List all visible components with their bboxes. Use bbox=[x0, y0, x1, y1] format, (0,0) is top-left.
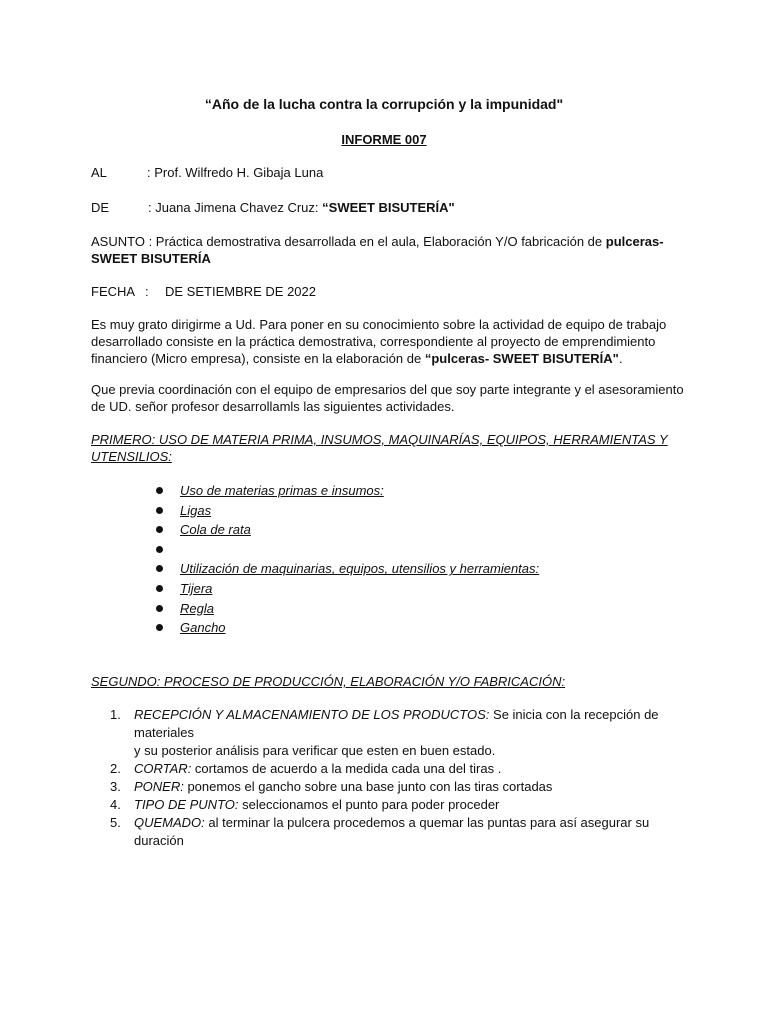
list-item bbox=[156, 540, 716, 560]
section-primero-heading bbox=[91, 431, 711, 465]
step-number: 3. bbox=[110, 779, 121, 794]
paragraph-1 bbox=[91, 316, 711, 367]
list-item: Ligas bbox=[156, 501, 716, 521]
fecha-label: FECHA bbox=[91, 284, 136, 299]
list-item: Gancho bbox=[156, 618, 716, 638]
step-text-continued: y su posterior análisis para verificar que esten en buen estado. bbox=[134, 743, 496, 758]
section-segundo-heading: SEGUNDO: PROCESO DE PRODUCCIÓN, ELABORACIÓN Y/O FABRICACIÓN: bbox=[91, 674, 566, 689]
asunto-line-2: SWEET BISUTERÍA bbox=[91, 251, 211, 266]
de-label: DE bbox=[91, 200, 110, 215]
bullet-icon bbox=[156, 507, 163, 514]
step-number: 2. bbox=[110, 761, 121, 776]
de-value-bold: “SWEET BISUTERÍA" bbox=[322, 200, 455, 215]
bullet-icon bbox=[156, 585, 163, 592]
step-text: cortamos de acuerdo a la medida cada una del tiras . bbox=[191, 761, 502, 776]
document-title: “Año de la lucha contra la corrupción y la impunidad" bbox=[204, 96, 564, 112]
list-item bbox=[110, 760, 710, 778]
de-value-plain: : Juana Jimena Chavez Cruz: bbox=[148, 200, 319, 215]
step-heading: QUEMADO: bbox=[134, 815, 205, 830]
step-number: 4. bbox=[110, 797, 121, 812]
report-number: INFORME 007 bbox=[341, 132, 427, 147]
al-value: : Prof. Wilfredo H. Gibaja Luna bbox=[147, 165, 324, 180]
step-text: ponemos el gancho sobre una base junto con las tiras cortadas bbox=[183, 779, 553, 794]
list-item: Cola de rata bbox=[156, 520, 716, 540]
step-text-continued: duración bbox=[134, 833, 184, 848]
step-heading: CORTAR: bbox=[134, 761, 192, 776]
process-steps-list bbox=[110, 706, 710, 850]
section-primero-line-1: PRIMERO: USO DE MATERIA PRIMA, INSUMOS, MAQUINARÍAS, EQUIPOS, HERRAMIENTAS Y bbox=[91, 432, 668, 447]
paragraph-2 bbox=[91, 381, 711, 415]
fecha-value: DE SETIEMBRE DE 2022 bbox=[165, 284, 316, 299]
paragraph-1-line-1: Es muy grato dirigirme a Ud. Para poner en su conocimiento sobre la actividad de equipo de trabajo bbox=[91, 317, 667, 332]
paragraph-2-line-2: de UD. señor profesor desarrollamls las siguientes actividades. bbox=[91, 399, 455, 414]
step-heading: TIPO DE PUNTO: bbox=[134, 797, 239, 812]
list-item bbox=[110, 796, 710, 814]
list-item bbox=[110, 814, 710, 850]
paragraph-1-line-3-bold: “pulceras- SWEET BISUTERÍA" bbox=[424, 351, 619, 366]
fecha-separator: : bbox=[145, 284, 149, 299]
paragraph-1-line-3 bbox=[91, 350, 711, 367]
bullet-icon bbox=[156, 526, 163, 533]
paragraph-1-line-2: desarrollado consiste en la práctica demostrativa, correspondiente al proyecto de emprendimiento bbox=[91, 334, 656, 349]
step-heading: PONER: bbox=[134, 779, 184, 794]
step-number: 1. bbox=[110, 707, 121, 722]
list-item: Utilización de maquinarias, equipos, utensilios y herramientas: bbox=[156, 559, 716, 579]
step-text: al terminar la pulcera procedemos a quemar las puntas para así asegurar su bbox=[204, 815, 650, 830]
materials-list bbox=[156, 481, 716, 638]
de-value bbox=[148, 199, 455, 216]
step-text: seleccionamos el punto para poder proceder bbox=[238, 797, 500, 812]
asunto-value: : Práctica demostrativa desarrollada en el aula, Elaboración Y/O fabricación de bbox=[148, 234, 603, 249]
bullet-icon bbox=[156, 546, 163, 553]
bullet-icon bbox=[156, 565, 163, 572]
section-primero-line-2: UTENSILIOS: bbox=[91, 449, 172, 464]
paragraph-2-line-1: Que previa coordinación con el equipo de empresarios del que soy parte integrante y el asesoramiento bbox=[91, 382, 684, 397]
paragraph-1-line-3-plain: financiero (Micro empresa), consiste en la elaboración de bbox=[91, 351, 422, 366]
asunto-label: ASUNTO bbox=[91, 234, 145, 249]
step-text: Se inicia con la recepción de materiales bbox=[134, 707, 659, 740]
al-label: AL bbox=[91, 165, 107, 180]
list-item bbox=[110, 706, 710, 760]
paragraph-1-line-3-end: . bbox=[618, 351, 623, 366]
asunto-value-bold: pulceras- bbox=[605, 234, 664, 249]
bullet-icon bbox=[156, 487, 163, 494]
asunto-line-1 bbox=[91, 233, 691, 250]
list-item: Tijera bbox=[156, 579, 716, 599]
bullet-icon bbox=[156, 605, 163, 612]
list-item: Uso de materias primas e insumos: bbox=[156, 481, 716, 501]
bullet-icon bbox=[156, 624, 163, 631]
list-item bbox=[110, 778, 710, 796]
list-item: Regla bbox=[156, 599, 716, 619]
step-number: 5. bbox=[110, 815, 121, 830]
step-heading: RECEPCIÓN Y ALMACENAMIENTO DE LOS PRODUCTOS: bbox=[134, 707, 490, 722]
